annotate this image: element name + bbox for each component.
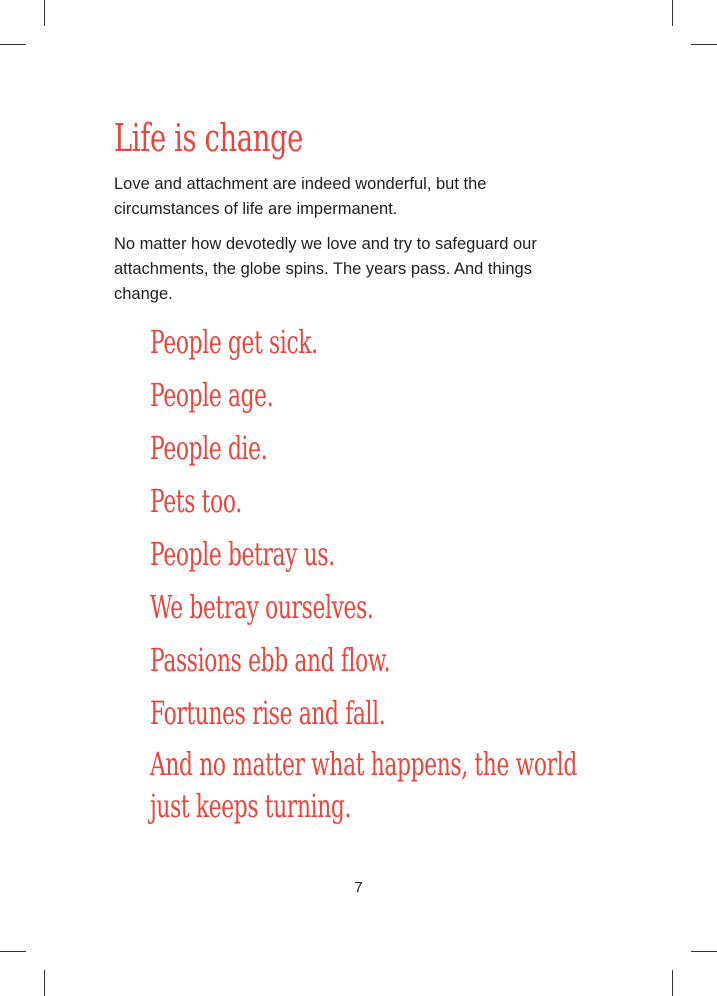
- crop-mark-top-left: [44, 0, 45, 26]
- page-number: 7: [354, 879, 363, 896]
- list-item: Fortunes rise and fall.: [150, 694, 386, 732]
- list-item: People get sick.: [150, 323, 318, 361]
- intro-paragraph: Love and attachment are indeed wonderful, but the circumstances of life are impermanent.: [114, 175, 487, 218]
- list-item: Passions ebb and flow.: [150, 641, 391, 679]
- crop-mark-bottom-right: [691, 951, 717, 952]
- list-item: People age.: [150, 376, 274, 414]
- page-title: Life is change: [114, 116, 303, 160]
- list-item: Pets too.: [150, 482, 242, 520]
- crop-mark-bottom-left: [0, 951, 26, 952]
- list-item: We betray ourselves.: [150, 588, 374, 626]
- list-item: And no matter what happens, the world just keeps turning.: [150, 745, 577, 825]
- crop-mark-top-left: [0, 44, 26, 45]
- list-item: People betray us.: [150, 535, 335, 573]
- change-list: [150, 319, 717, 827]
- crop-mark-bottom-right: [672, 970, 673, 996]
- crop-mark-top-right: [691, 44, 717, 45]
- list-item: People die.: [150, 429, 268, 467]
- second-paragraph: No matter how devotedly we love and try to safeguard our attachments, the globe spins. The years pass. And things change.: [114, 235, 537, 303]
- crop-mark-bottom-left: [44, 970, 45, 996]
- crop-mark-top-right: [672, 0, 673, 26]
